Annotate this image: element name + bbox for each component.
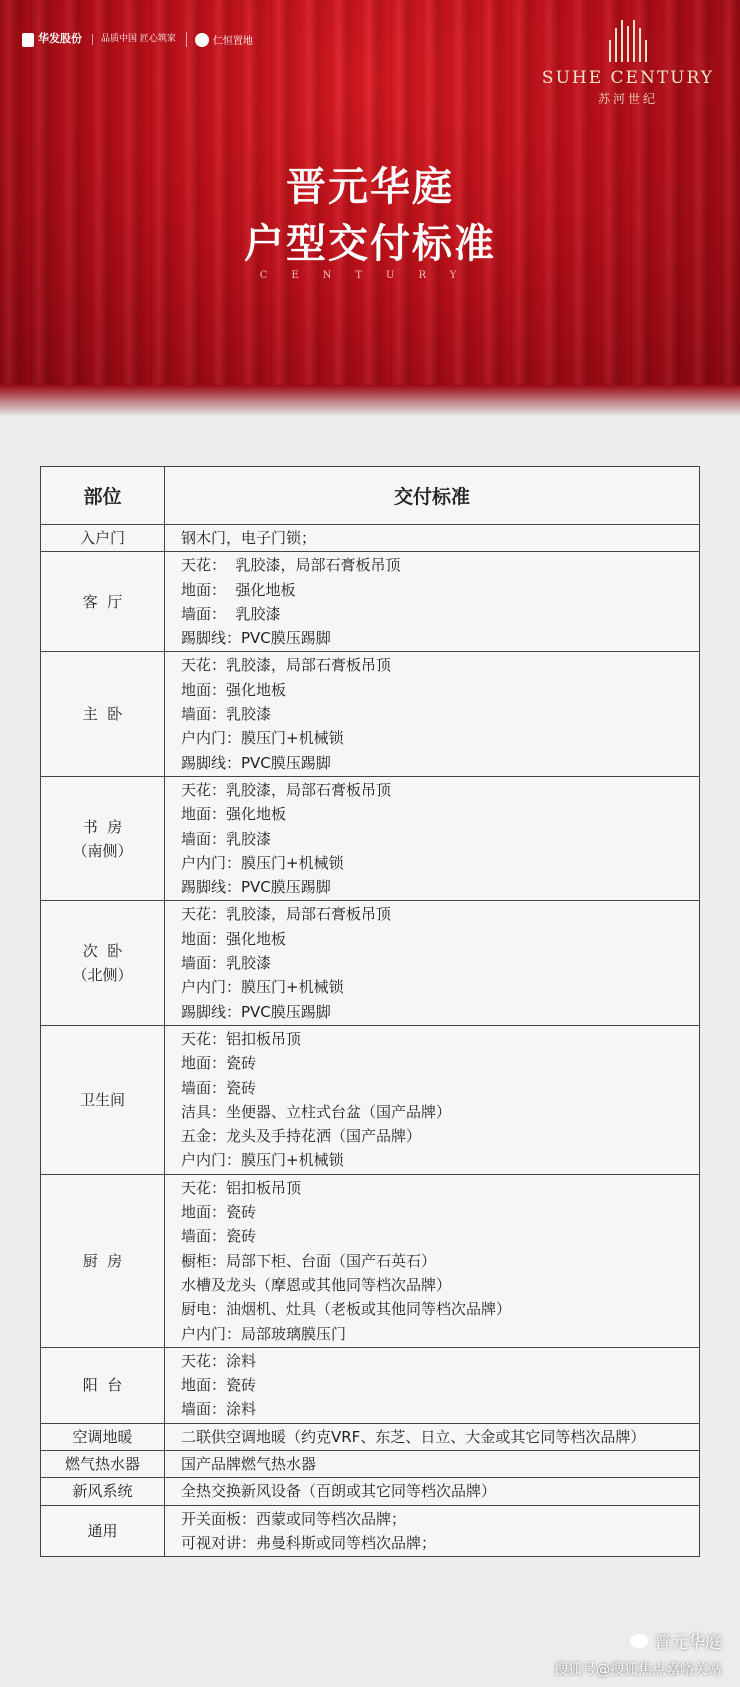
yanlord-logo-text: 仁恒置地 (212, 36, 253, 47)
column-header-standard: 交付标准 (165, 467, 700, 525)
part-label: 新风系统 (72, 1482, 133, 1501)
part-cell (41, 1347, 165, 1423)
wechat-account-name: 晋元华庭 (654, 1633, 722, 1653)
yanlord-logo (186, 32, 253, 47)
standard-item: 开关面板：西蒙或同等档次品牌； (181, 1509, 407, 1528)
standard-item: 踢脚线：PVC膜压踢脚 (181, 878, 331, 897)
part-label: 次 卧 (82, 942, 123, 961)
page-title-project: 晋元华庭 (286, 164, 454, 210)
yanlord-logo-icon (195, 33, 209, 47)
standard-item: 地面：瓷砖 (181, 1203, 257, 1222)
standard-item: 水槽及龙头（摩恩或其他同等档次品牌） (181, 1275, 452, 1294)
column-header-part: 部位 (41, 467, 165, 525)
part-cell (41, 901, 165, 1025)
table-row (41, 1174, 700, 1347)
table-row (41, 552, 700, 652)
part-label: 阳 台 (82, 1376, 123, 1395)
standard-cell (165, 652, 700, 776)
part-cell (41, 525, 165, 552)
standard-item: 洁具：坐便器、立柱式台盆（国产品牌） (181, 1102, 452, 1121)
slogan-logo: 品质中国 匠心筑家 (92, 34, 176, 45)
huafa-logo (22, 33, 82, 47)
standard-item: 地面：瓷砖 (181, 1376, 257, 1395)
standard-item: 天花：乳胶漆，局部石膏板吊顶 (181, 780, 392, 799)
standard-item: 户内门：局部玻璃膜压门 (181, 1324, 347, 1343)
table-header-row (41, 467, 700, 525)
source-credit: 搜狐号@搜狐焦点嘉峪关站 (554, 1662, 722, 1678)
huafa-logo-text: 华发股份 (38, 32, 82, 46)
huafa-logo-icon (22, 33, 34, 47)
standard-item: 全热交换新风设备（百朗或其它同等档次品牌） (181, 1482, 497, 1501)
part-label: 书 房 (82, 817, 123, 836)
brand-name-cn: 苏河世纪 (597, 92, 658, 106)
header-banner (0, 0, 740, 400)
part-label: 燃气热水器 (64, 1455, 140, 1474)
table-row (41, 1025, 700, 1174)
standard-cell (165, 1025, 700, 1174)
standard-item: 二联供空调地暖（约克VRF、东芝、日立、大金或其它同等档次品牌） (181, 1427, 646, 1446)
standard-cell (165, 776, 700, 900)
delivery-standard-table (40, 466, 700, 1557)
table-row (41, 1347, 700, 1423)
standard-item: 墙面：涂料 (181, 1400, 257, 1419)
brand-bars-icon (542, 20, 714, 62)
standard-item: 天花：铝扣板吊顶 (181, 1029, 302, 1048)
standard-item: 天花：涂料 (181, 1351, 257, 1370)
standard-item: 橱柜：局部下柜、台面（国产石英石） (181, 1251, 437, 1270)
standard-item: 钢木门，电子门锁； (181, 529, 317, 547)
table-row (41, 1450, 700, 1477)
part-label: 主 卧 (82, 705, 123, 724)
standard-item: 踢脚线：PVC膜压踢脚 (181, 629, 331, 648)
standard-item: 可视对讲：弗曼科斯或同等档次品牌； (181, 1533, 437, 1552)
table-row (41, 1505, 700, 1557)
footer-watermark (554, 1628, 722, 1679)
standard-cell (165, 901, 700, 1025)
brand-name-en: SUHE CENTURY (541, 68, 714, 88)
standard-item: 地面：强化地板 (181, 805, 287, 824)
standard-cell (165, 1423, 700, 1450)
part-label: 卫生间 (79, 1090, 125, 1109)
standard-item: 踢脚线：PVC膜压踢脚 (181, 753, 331, 772)
standard-item: 墙面：乳胶漆 (181, 954, 272, 973)
standard-item: 墙面：瓷砖 (181, 1227, 257, 1246)
standard-item: 墙面：乳胶漆 (181, 829, 272, 848)
part-cell (41, 552, 165, 652)
table-row (41, 525, 700, 552)
part-label: 空调地暖 (72, 1427, 133, 1446)
standard-item: 户内门：膜压门+机械锁 (181, 853, 344, 872)
suhe-century-brand (542, 20, 714, 107)
standard-item: 天花：铝扣板吊顶 (181, 1178, 302, 1197)
part-cell (41, 776, 165, 900)
standard-cell (165, 1505, 700, 1557)
part-cell (41, 1505, 165, 1557)
wechat-account (554, 1628, 722, 1653)
standard-item: 墙面： 乳胶漆 (181, 604, 281, 623)
part-label: （北侧） (72, 966, 133, 985)
standard-cell (165, 1450, 700, 1477)
standard-item: 户内门：膜压门+机械锁 (181, 1151, 344, 1170)
part-cell (41, 652, 165, 776)
part-cell (41, 1478, 165, 1505)
standard-item: 厨电：油烟机、灶具（老板或其他同等档次品牌） (181, 1300, 512, 1319)
table-row (41, 652, 700, 776)
table-row (41, 901, 700, 1025)
standard-cell (165, 525, 700, 552)
standard-item: 墙面：瓷砖 (181, 1078, 257, 1097)
wechat-icon (630, 1634, 648, 1648)
standard-item: 天花： 乳胶漆，局部石膏板吊顶 (181, 556, 401, 575)
standard-cell (165, 1174, 700, 1347)
part-label: 客 厅 (82, 592, 123, 611)
standard-item: 地面：强化地板 (181, 680, 287, 699)
standard-item: 天花：乳胶漆，局部石膏板吊顶 (181, 656, 392, 675)
table-row (41, 1423, 700, 1450)
table-row (41, 1478, 700, 1505)
table-row (41, 776, 700, 900)
standard-cell (165, 1347, 700, 1423)
standard-item: 天花：乳胶漆，局部石膏板吊顶 (181, 905, 392, 924)
standard-item: 地面： 强化地板 (181, 580, 296, 599)
standard-item: 地面：瓷砖 (181, 1054, 257, 1073)
standard-item: 踢脚线：PVC膜压踢脚 (181, 1002, 331, 1021)
standard-cell (165, 552, 700, 652)
page-title-standard: 户型交付标准 (244, 221, 496, 267)
standard-item: 墙面：乳胶漆 (181, 705, 272, 724)
part-label: （南侧） (72, 841, 133, 860)
standard-item: 户内门：膜压门+机械锁 (181, 729, 344, 748)
part-cell (41, 1174, 165, 1347)
banner-fade (0, 385, 740, 415)
standard-item: 地面：强化地板 (181, 929, 287, 948)
partner-logos (22, 32, 253, 47)
part-label: 通用 (87, 1521, 118, 1540)
standard-item: 五金：龙头及手持花洒（国产品牌） (181, 1127, 422, 1146)
part-cell (41, 1025, 165, 1174)
part-cell (41, 1450, 165, 1477)
page-subtitle: CENTURY (259, 270, 481, 281)
standard-cell (165, 1478, 700, 1505)
part-cell (41, 1423, 165, 1450)
table-body (41, 525, 700, 1557)
part-label: 入户门 (79, 529, 125, 548)
standard-item: 户内门：膜压门+机械锁 (181, 978, 344, 997)
part-label: 厨 房 (82, 1251, 123, 1270)
standard-item: 国产品牌燃气热水器 (181, 1454, 317, 1473)
